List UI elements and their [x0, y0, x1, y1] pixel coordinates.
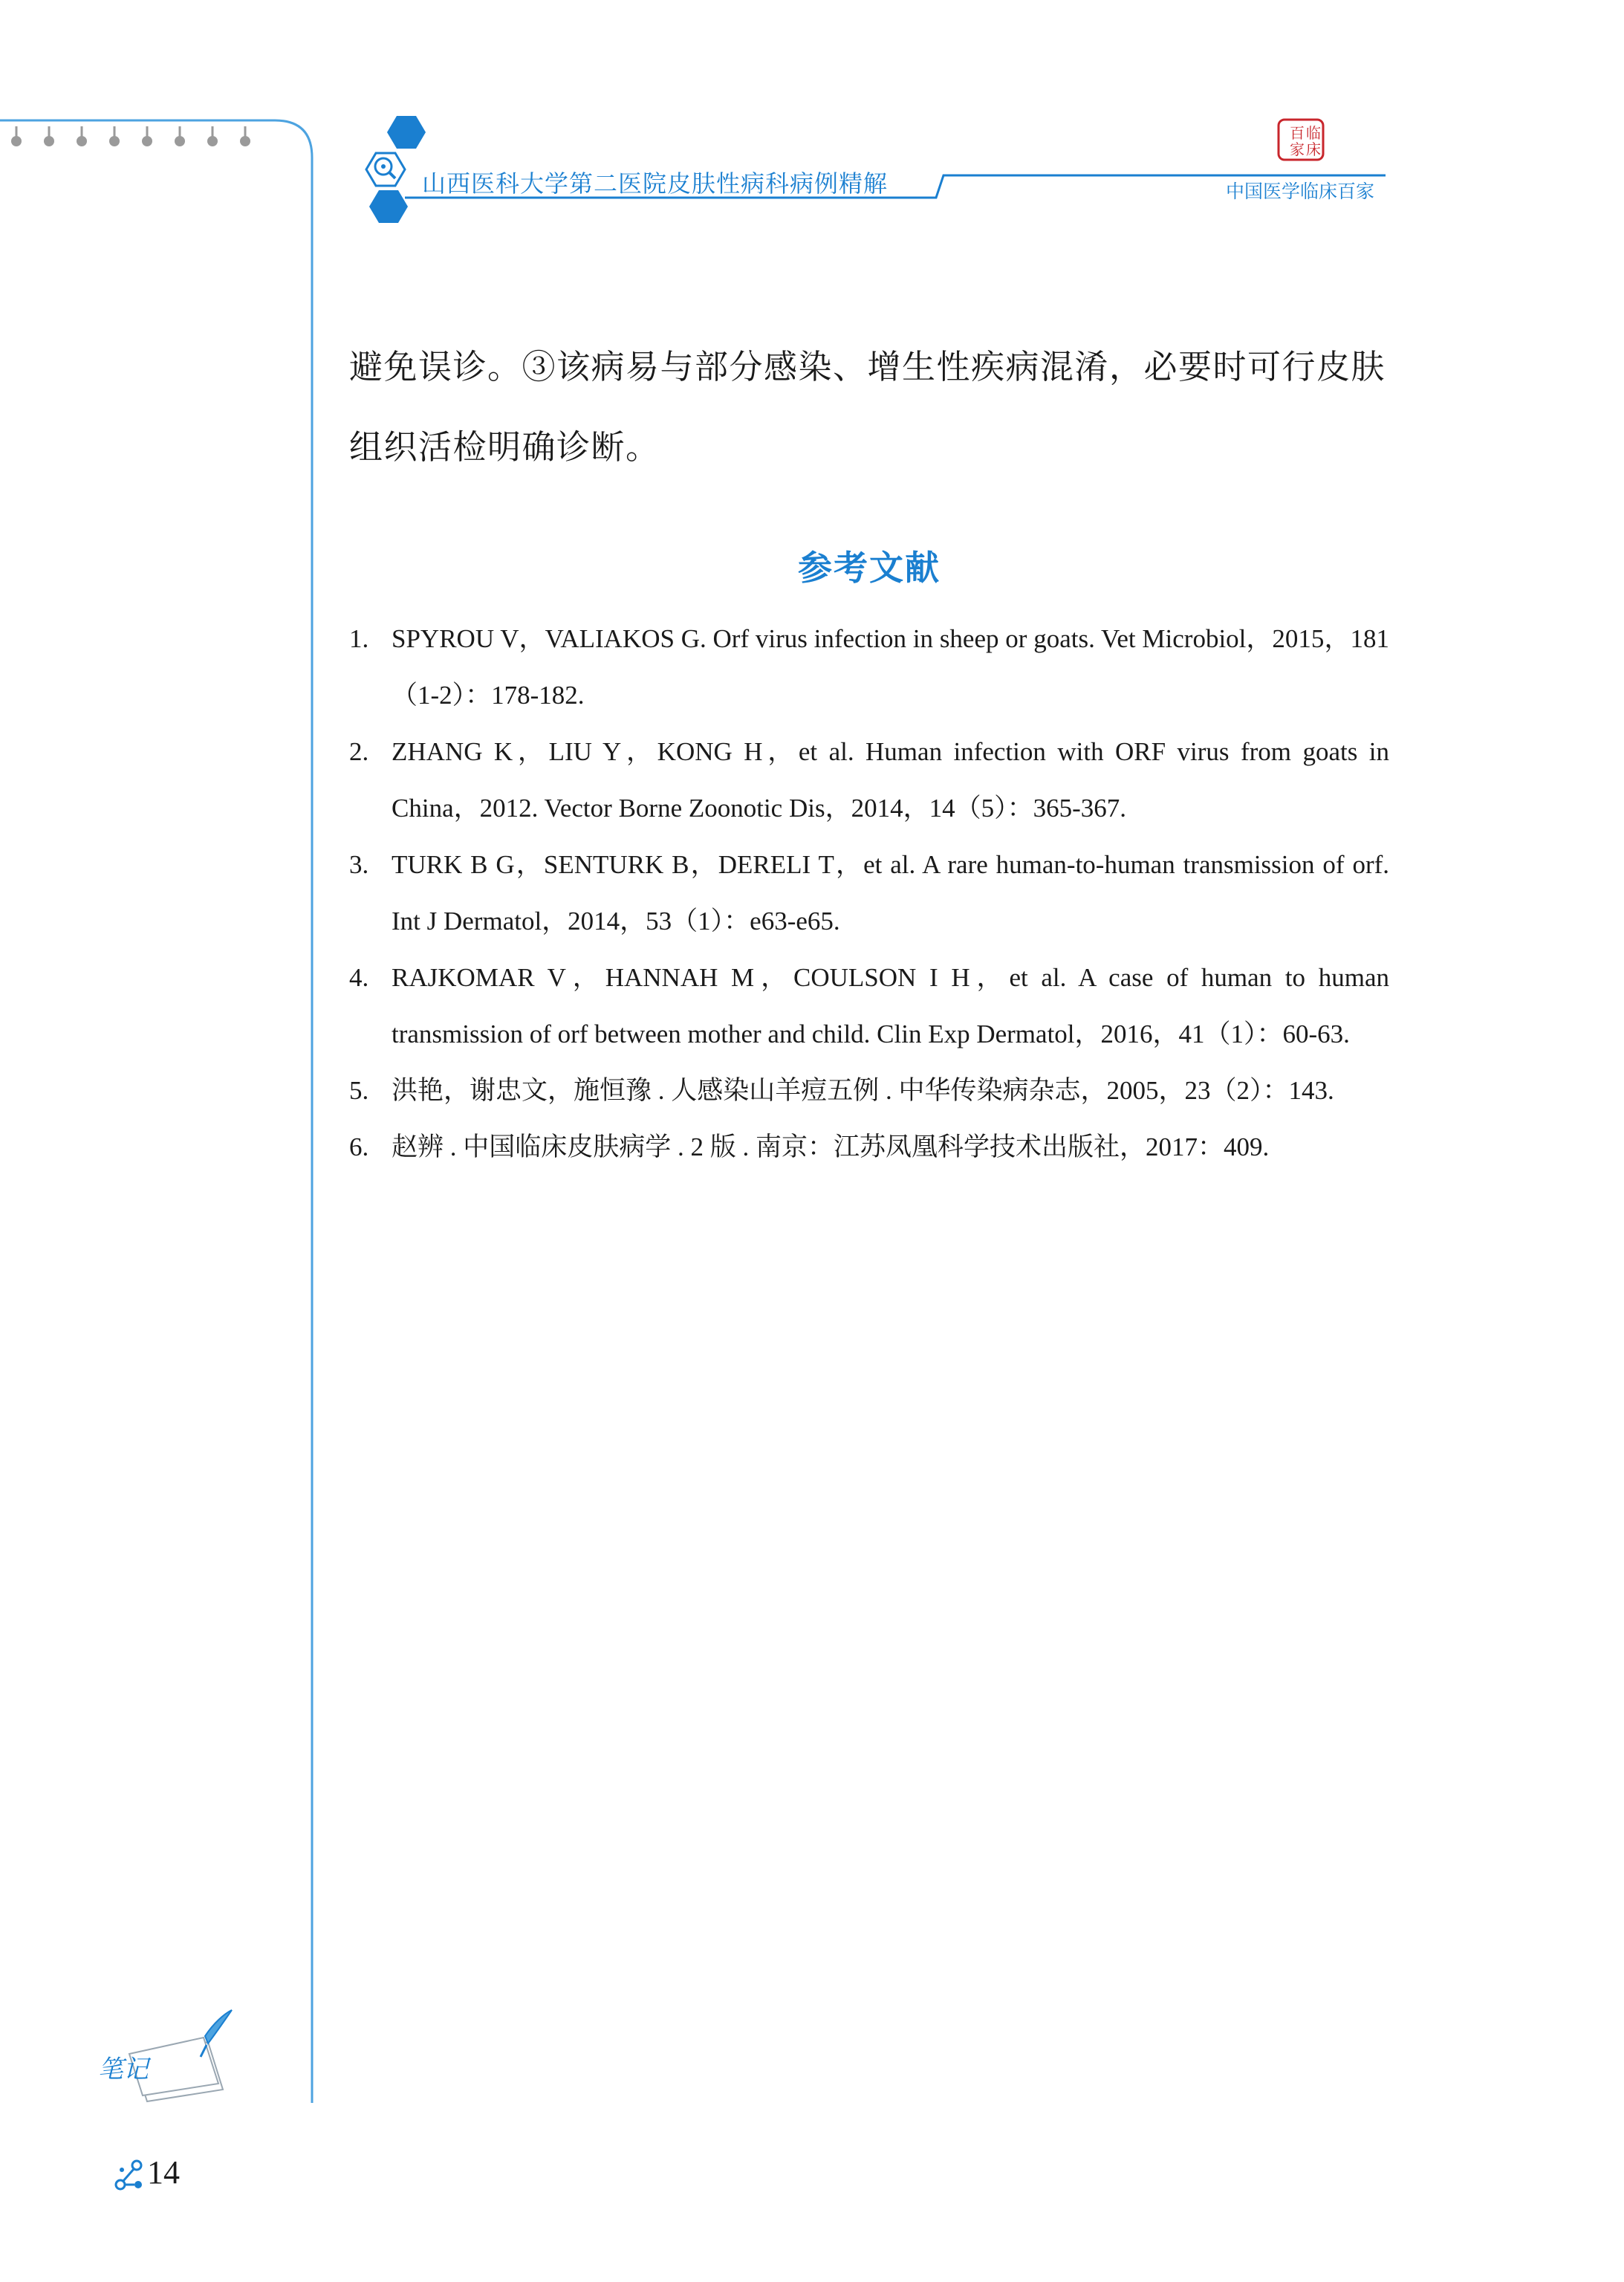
reference-text: 洪艳，谢忠文，施恒豫 . 人感染山羊痘五例 . 中华传染病杂志，2005，23（2）：143.	[392, 1076, 1334, 1105]
reference-text: 赵辨 . 中国临床皮肤病学 . 2 版 . 南京：江苏凤凰科学技术出版社，2017：409.	[392, 1132, 1270, 1161]
references-heading: 参考文献	[798, 548, 941, 588]
reference-item	[349, 950, 1389, 1063]
reference-item	[349, 837, 1389, 950]
seal-logo	[1276, 117, 1325, 162]
reference-number: 5.	[349, 1076, 369, 1105]
notebook-margin-line	[0, 0, 327, 2110]
notes-label: 笔记	[98, 2055, 149, 2084]
reference-item	[349, 611, 1389, 724]
reference-text: ZHANG K，LIU Y，KONG H，et al. Human infection with ORF virus from goats in China，2012. Vector Borne Zoonotic Dis，2014，14（5）：365-367.	[392, 737, 1389, 823]
reference-number: 1.	[349, 624, 369, 653]
reference-text: RAJKOMAR V，HANNAH M，COULSON I H，et al. A case of human to human transmission of orf between mother and child. Clin Exp Dermatol，2016，41（1）：60-63.	[392, 963, 1389, 1048]
series-name: 中国医学临床百家	[1226, 181, 1375, 202]
reference-item	[349, 724, 1389, 837]
reference-item	[349, 1063, 1389, 1119]
svg-text:百: 百	[1290, 124, 1305, 142]
reference-text: SPYROU V，VALIAKOS G. Orf virus infection in sheep or goats. Vet Microbiol，2015，181（1-2）：178-182.	[392, 624, 1389, 710]
reference-item	[349, 1119, 1389, 1176]
molecule-icon	[113, 2158, 146, 2192]
reference-number: 2.	[349, 737, 369, 766]
reference-list	[349, 611, 1389, 1176]
reference-number: 3.	[349, 850, 369, 879]
continued-paragraph: 避免误诊。③该病易与部分感染、增生性疾病混淆，必要时可行皮肤组织活检明确诊断。	[349, 347, 1386, 467]
notes-quill-icon	[97, 2006, 238, 2103]
page-number: 14	[147, 2154, 180, 2191]
svg-text:床: 床	[1306, 140, 1321, 158]
book-title: 山西医科大学第二医院皮肤性病科病例精解	[422, 169, 889, 198]
reference-text: TURK B G，SENTURK B，DERELI T，et al. A rare human-to-human transmission of orf. Int J Dermatol，2014，53（1）：e63-e65.	[392, 850, 1389, 936]
reference-number: 4.	[349, 963, 369, 992]
svg-text:家: 家	[1290, 140, 1305, 158]
svg-text:临: 临	[1306, 124, 1321, 142]
reference-number: 6.	[349, 1132, 369, 1161]
